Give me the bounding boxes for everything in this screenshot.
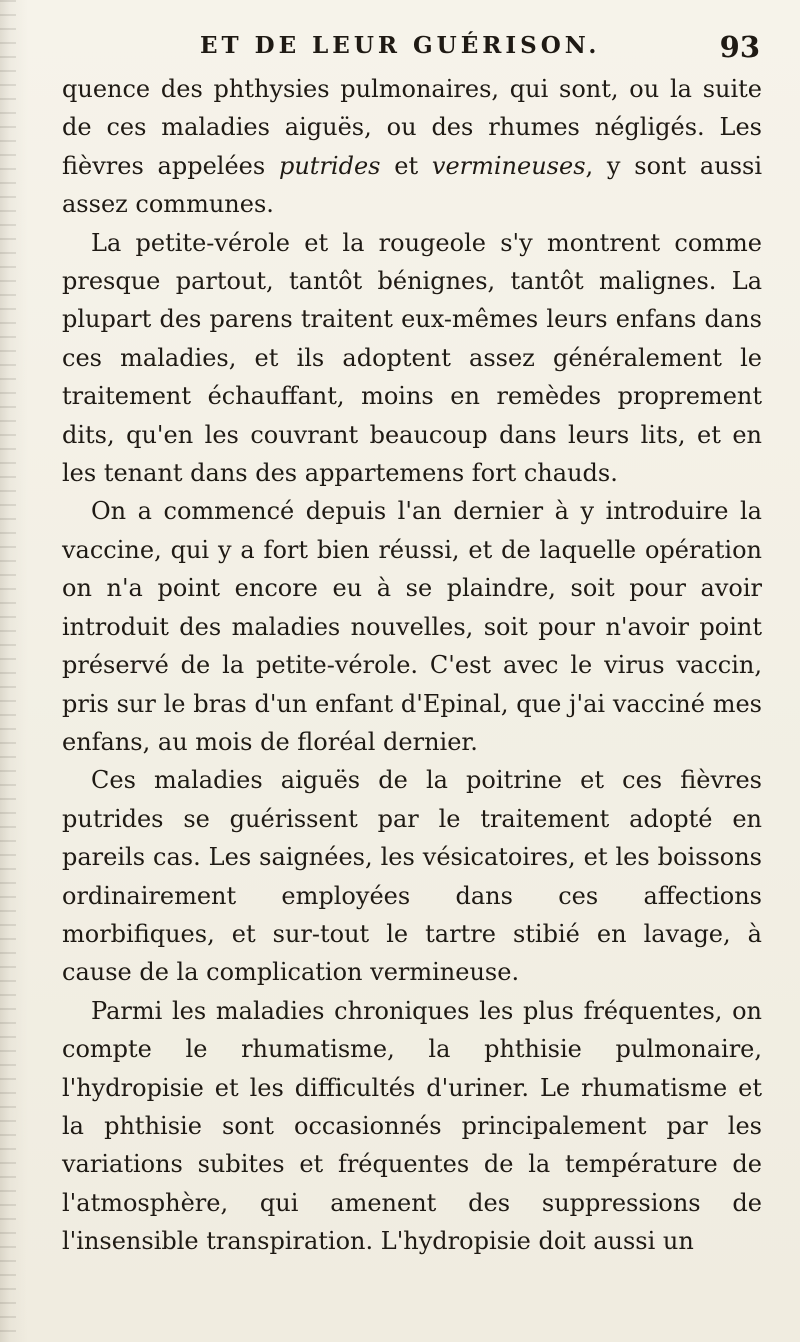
paragraph-1 xyxy=(62,70,762,224)
paragraph-5: Parmi les maladies chroniques les plus fréquentes, on compte le rhumatisme, la phthisie pulmonaire, l'hydropisie et les difficultés d'uriner. Le rhumatisme et la phthisie sont occasionnés principalement par les variations subites et fréquentes de la température de l'atmosphère, qui amenent des suppressions de l'insensible transpiration. L'hydropisie doit aussi un xyxy=(62,996,762,1256)
running-head: ET DE LEUR GUÉRISON. xyxy=(200,32,601,59)
page-number: 93 xyxy=(719,30,760,64)
page-header xyxy=(60,22,760,66)
paragraph-1-text-start: quence des phthysies pulmonaires, qui sont, ou la suite de ces maladies aiguës, ou des rhumes négligés. Les fièvres appelées xyxy=(62,75,762,180)
emphasis-vermineuses: vermineuses xyxy=(431,151,586,180)
paragraph-4: Ces maladies aiguës de la poitrine et ces fièvres putrides se guérissent par le traitement adopté en pareils cas. Les saignées, les vésicatoires, et les boissons ordinairement employées dans ces affections morbifiques, et sur-tout le tartre stibié en lavage, à cause de la complication vermineuse. xyxy=(62,766,762,987)
paragraph-1-text-end: , y sont aussi assez communes. xyxy=(62,151,762,219)
body-text xyxy=(62,70,762,1261)
paragraph-1-text-middle: et xyxy=(380,151,432,180)
paragraph-3: On a commencé depuis l'an dernier à y introduire la vaccine, qui y a fort bien réussi, et de laquelle opération on n'a point encore eu à se plaindre, soit pour avoir introduit des maladies nouvelles, soit pour n'avoir point préservé de la petite-vérole. C'est avec le virus vaccin, pris sur le bras d'un enfant d'Epinal, que j'ai vacciné mes enfans, au mois de floréal dernier. xyxy=(62,497,762,756)
binding-gutter xyxy=(0,0,16,1342)
paragraph-2: La petite-vérole et la rougeole s'y montrent comme presque partout, tantôt bénignes, tantôt malignes. La plupart des parens traitent eux-mêmes leurs enfans dans ces maladies, et ils adoptent assez généralement le traitement échauffant, moins en remèdes proprement dits, qu'en les couvrant beaucoup dans leurs lits, et en les tenant dans des appartemens fort chauds. xyxy=(62,228,762,488)
emphasis-putrides: putrides xyxy=(278,151,381,180)
